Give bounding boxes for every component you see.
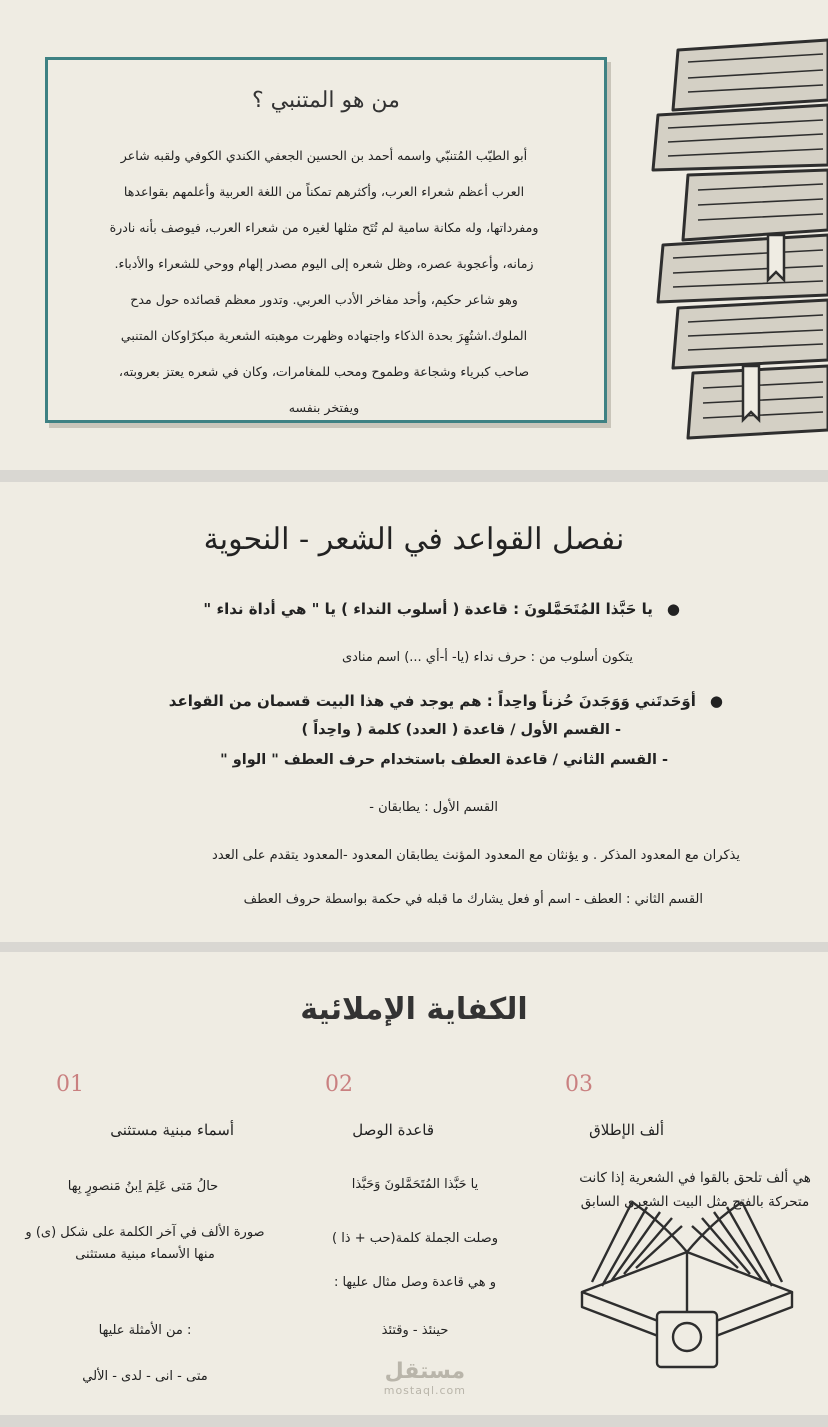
bullet-number-rule-text: أوَحَدتَني وَوَجَدنَ حُزناً واحِداً : هم يوجد في هذا البيت قسمان من القواعد	[168, 692, 696, 710]
spelling-title: الكفاية الإملائية	[300, 992, 528, 1027]
bio-line: وهو شاعر حكيم، وأحد مفاخر الأدب العربي. وتدور معظم قصائده حول مدح	[130, 292, 518, 307]
bullet-dot: ●	[709, 692, 723, 710]
bio-frame	[45, 57, 607, 423]
bio-text	[64, 138, 584, 426]
rules-title: نفصل القواعد في الشعر - النحوية	[203, 522, 625, 557]
part-two-explanation: القسم الثاني : العطف - اسم أو فعل يشارك ما قبله في حكمة بواسطة حروف العطف	[243, 892, 703, 907]
column-verse: حالُ مَتى عَلِمَ اِبنُ مَنصورٍ بِها	[67, 1179, 219, 1194]
bio-line: ويفتخر بنفسه	[288, 400, 360, 415]
column-example-label: و هي قاعدة وصل مثال عليها :	[333, 1275, 497, 1290]
column-number: 03	[565, 1072, 593, 1097]
bio-line: أبو الطيّب المُتنبّي واسمه أحمد بن الحسين الجعفي الكندي الكوفي ولقبه شاعر	[120, 148, 528, 163]
bio-line: الملوك.اشتُهِرَ بحدة الذكاء واجتهاده وظهرت موهبته الشعرية مبكرًاوكان المتنبي	[120, 328, 528, 343]
column-title: ألف الإطلاق	[589, 1121, 664, 1139]
column-title: أسماء مبنية مستثنى	[110, 1121, 234, 1139]
column-explanation: هي ألف تلحق بالقوا في الشعرية إذا كانت متحركة بالفتح مثل البيت الشعري السابق	[579, 1170, 811, 1210]
bullet-vocative	[203, 600, 680, 618]
bio-line: زمانه، وأعجوبة عصره، وظل شعره إلى اليوم مصدر إلهام ووحي للشعراء والأدباء.	[114, 256, 534, 271]
column-number: 02	[325, 1072, 353, 1097]
column-examples-label: : من الأمثلة عليها	[98, 1323, 192, 1338]
vocative-explanation: يتكون أسلوب من : حرف نداء (يا- أ-أي ...) اسم منادى	[341, 650, 633, 665]
column-number: 01	[56, 1072, 84, 1097]
sub-rule-two: - القسم الثاني / قاعدة العطف باستخدام حرف العطف " الواو "	[220, 752, 668, 768]
sub-rule-one: - القسم الأول / قاعدة ( العدد) كلمة ( واحِداً )	[301, 722, 621, 738]
book-stack-illustration	[648, 30, 828, 450]
column-verse: يا حَبَّذا المُتَحَمَّلونَ وَحَبَّذا	[351, 1177, 479, 1192]
column-examples: حينئذ - وقتئذ	[381, 1323, 449, 1338]
column-explanation: صورة الألف في آخر الكلمة على شكل (ى) و منها الأسماء مبنية مستثنى	[25, 1225, 265, 1262]
column-title: قاعدة الوصل	[352, 1121, 434, 1139]
bullet-number-rule	[169, 692, 723, 710]
spelling-panel	[0, 952, 828, 1415]
bullet-vocative-text: يا حَبَّذا المُتَحَمَّلونَ : قاعدة ( أسلوب النداء ) يا " هي أداة نداء "	[203, 600, 653, 618]
bullet-dot: ●	[666, 600, 680, 618]
column-explanation: وصلت الجملة كلمة(حب + ذا )	[331, 1231, 499, 1246]
bio-title: من هو المتنبي ؟	[252, 88, 400, 113]
bio-line: صاحب كبرياء وشجاعة وطموح ومحب للمغامرات، وكان في شعره يعتز بعروبته،	[118, 364, 530, 379]
part-one-explanation: يذكران مع المعدود المذكر . و يؤنثان مع المعدود المؤنث يطابقان المعدود -المعدود يتقدم على العدد	[212, 848, 740, 863]
grammar-rules-panel	[0, 482, 828, 942]
column-examples: متى - انى - لدى - الألي	[82, 1369, 208, 1384]
bio-line: ومفرداتها، وله مكانة سامية لم تُتَح مثلها لغيره من شعراء العرب، فيوصف بأنه نادرة	[109, 220, 539, 235]
part-one-label: القسم الأول : يطابقان -	[369, 800, 498, 815]
mostaql-watermark	[384, 1360, 466, 1397]
open-book-illustration	[572, 1182, 802, 1372]
mutanabbi-bio-panel	[0, 0, 828, 470]
bio-line: العرب أعظم شعراء العرب، وأكثرهم تمكناً من اللغة العربية وأعلمهم بقواعدها	[123, 184, 525, 199]
watermark-arabic: مستقل	[384, 1359, 466, 1384]
watermark-url: mostaql.com	[383, 1384, 466, 1397]
